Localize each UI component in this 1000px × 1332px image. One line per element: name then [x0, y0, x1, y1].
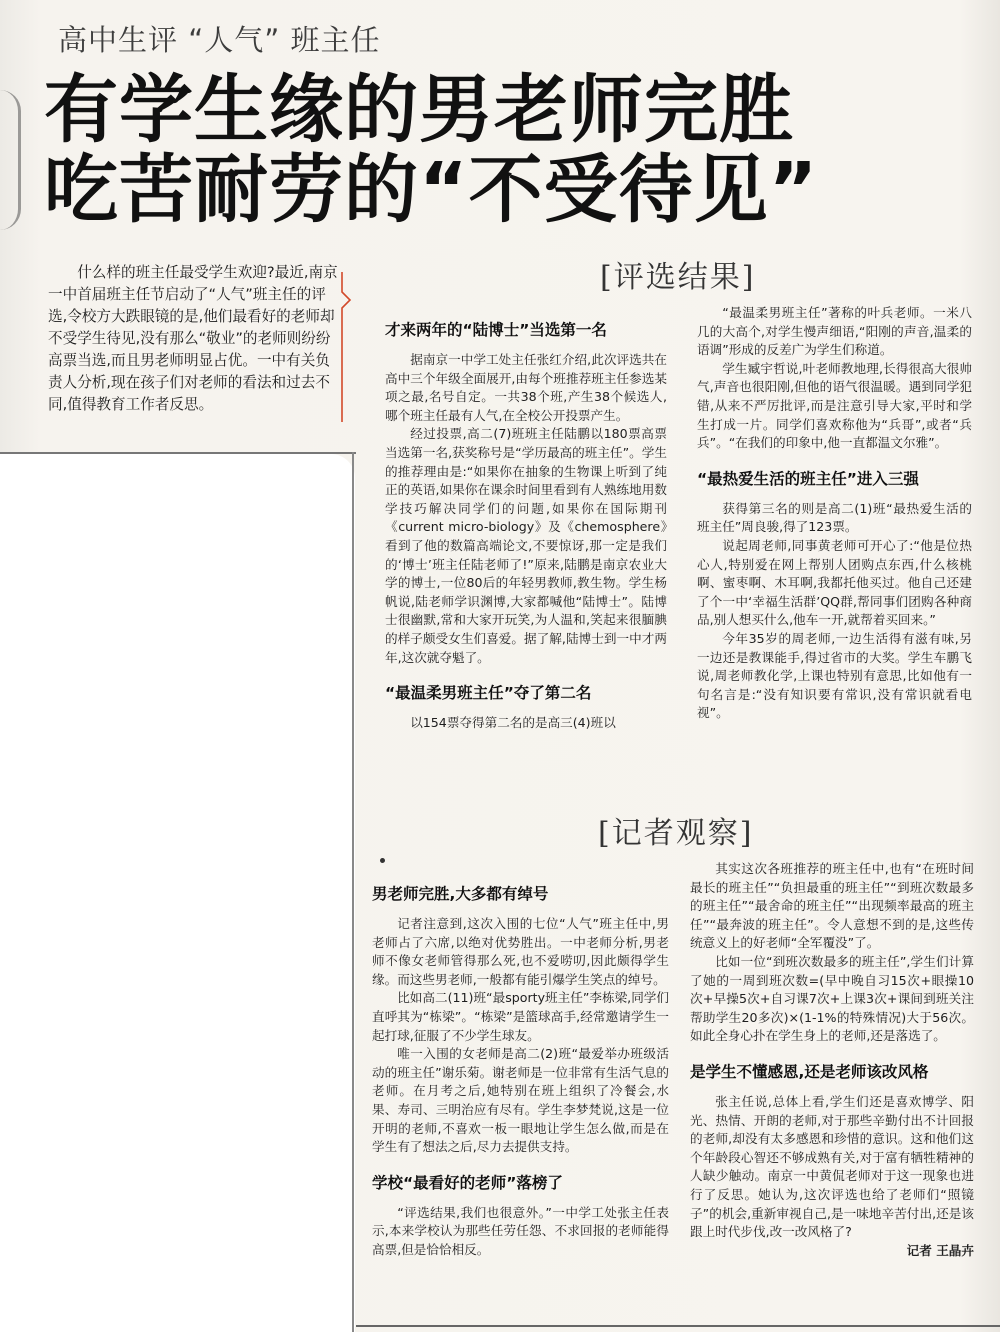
paragraph: 今年35岁的周老师,一边生活得有滋有味,另一边还是教课能手,得过省市的大奖。学生车鹏飞说,周老师教化学,上课也特别有意思,比如他有一句名言是:“没有知识要有常识,没有常识就看电视”。: [697, 630, 972, 721]
paragraph: 获得第三名的则是高二(1)班“最热爱生活的班主任”周良骏,得了123票。: [697, 500, 972, 535]
intro-paragraph: 什么样的班主任最受学生欢迎?最近,南京一中首届班主任节启动了“人气”班主任的评选,令校方大跌眼镜的是,他们最看好的老师却不受学生待见,没有那么“敬业”的老师则纷纷高票当选,而且男老师明显占优。一中有关负责人分析,现在孩子们对老师的看法和过去不同,值得教育工作者反思。: [48, 264, 338, 413]
results-left-column: [385, 320, 667, 733]
section-label-results: [评选结果]: [600, 260, 756, 295]
subhead-third-place: “最热爱生活的班主任”进入三强: [697, 469, 919, 488]
paragraph: 其实这次各班推荐的班主任中,也有“在班时间最长的班主任”“负担最重的班主任”“到班次数最多的班主任”“最舍命的班主任”“出现频率最高的班主任”“最奔波的班主任”。令人意想不到的是,这些传统意义上的好老师“全军覆没”了。: [690, 861, 974, 951]
paragraph: 据南京一中学工处主任张红介绍,此次评选共在高中三个年级全面展开,由每个班推荐班主任参选某项之最,名号自定。一共38个班,产生38个候选人,哪个班主任最有人气,在全校公开投票产生。: [385, 352, 667, 423]
frame-rule-side: [352, 452, 354, 1332]
paragraph: 说起周老师,同事黄老师可开心了:“他是位热心人,特别爱在网上帮别人团购点东西,什么核桃啊、蜜枣啊、木耳啊,我都托他买过。他自己还建了个一中‘幸福生活群’QQ群,帮同事们团购各种商品,别人想买什么,他车一开,就帮着买回来。”: [697, 537, 972, 628]
paragraph: 以154票夺得第二名的是高三(4)班以: [410, 715, 616, 731]
blank-cutout-area: [0, 454, 355, 1332]
subhead-male-teachers: 男老师完胜,大多都有绰号: [372, 885, 549, 903]
subhead-favorite-teachers: 学校“最看好的老师”落榜了: [372, 1173, 563, 1192]
results-right-column: [697, 304, 972, 723]
page-edge-tab: [0, 90, 21, 230]
observe-left-column: [372, 884, 669, 1260]
subhead-second-place: “最温柔男班主任”夺了第二名: [385, 684, 592, 703]
subhead-first-place: 才来两年的“陆博士”当选第一名: [385, 321, 607, 339]
section-label-observe: [记者观察]: [598, 816, 754, 851]
observe-right-column: [690, 860, 974, 1260]
intro-bracket: [340, 272, 354, 422]
subhead-reflection: 是学生不懂感恩,还是老师该改风格: [690, 1062, 929, 1081]
kicker: 高中生评 “人气” 班主任: [58, 23, 381, 57]
paragraph: 唯一入围的女老师是高二(2)班“最爱举办班级活动的班主任”谢乐菊。谢老师是一位非常有生活气息的老师。在月考之后,她特别在班上组织了冷餐会,水果、寿司、三明治应有尽有。学生李梦梵说,这是一位开明的老师,不喜欢一板一眼地让学生怎么做,而是在学生有了想法之后,尽力去提供支持。: [372, 1046, 669, 1155]
paragraph: “最温柔男班主任”著称的叶兵老师。一米八几的大高个,对学生慢声细语,“阳刚的声音,温柔的语调”形成的反差广为学生们称道。: [697, 305, 972, 358]
headline-line-2: 吃苦耐劳的“不受待见”: [44, 147, 819, 233]
paragraph: 经过投票,高二(7)班班主任陆鹏以180票高票当选第一名,获奖称号是“学历最高的班主任”。学生的推荐理由是:“如果你在抽象的生物课上听到了纯正的英语,如果你在课余时间里看到有人熟练地用数学技巧解决同学们的问题,如果你在国际期刊《current micro-biology》及《chemosphere》看到了他的数篇高端论文,不要惊讶,那一定是我们的‘博士’班主任陆老师了!”原来,陆鹏是南京农业大学的博士,一位80后的年轻男教师,教生物。学生杨帆说,陆老师学识渊博,大家都喊他“陆博士”。陆博士很幽默,常和大家开玩笑,为人温和,笑起来很腼腆的样子颇受女生们喜爱。据了解,陆博士到一中才两年,这次就夺魁了。: [385, 426, 667, 665]
paragraph: “评选结果,我们也很意外。”一中学工处张主任表示,本来学校认为那些任劳任怨、不求回报的老师能得高票,但是恰恰相反。: [372, 1204, 669, 1257]
bottom-rule: [356, 1325, 1000, 1327]
paragraph: 学生臧宇哲说,叶老师教地理,长得很高大很帅气,声音也很阳刚,但他的语气很温暖。遇到同学犯错,从来不严厉批评,而是注意引导大家,平时和学生打成一片。同学们喜欢称他为“兵哥”,或者“兵兵”。“在我们的印象中,他一直都温文尔雅”。: [697, 360, 972, 451]
paragraph: 比如高二(11)班“最sporty班主任”李栋梁,同学们直呼其为“栋梁”。“栋梁”是篮球高手,经常邀请学生一起打球,征服了不少学生球友。: [372, 990, 669, 1043]
bullet-marker: [380, 858, 385, 863]
frame-rule-top: [0, 452, 356, 454]
reporter-byline: 记者 王晶卉: [906, 1242, 974, 1258]
paragraph: 比如一位“到班次数最多的班主任”,学生们计算了她的一周到班次数=(早中晚自习15次+眼操10次+早操5次+自习课7次+上课3次+课间到班关注帮助学生20多次)×(1-1%的特殊情况)大于56次。如此全身心扑在学生身上的老师,还是落选了。: [690, 953, 974, 1044]
paragraph: 张主任说,总体上看,学生们还是喜欢博学、阳光、热情、开朗的老师,对于那些辛勤付出不计回报的老师,却没有太多感恩和珍惜的意识。这和他们这个年龄段心智还不够成熟有关,对于富有牺牲精神的人缺少触动。南京一中黄侃老师对于这一现象也进行了反思。她认为,这次评选也给了老师们“照镜子”的机会,重新审视自己,是一味地辛苦付出,还是该跟上时代步伐,改一改风格了?: [690, 1093, 974, 1240]
headline-line-1: 有学生缘的男老师完胜: [44, 67, 794, 153]
paragraph: 记者注意到,这次入围的七位“人气”班主任中,男老师占了六席,以绝对优势胜出。一中老师分析,男老师不像女老师管得那么死,也不爱唠叨,因此颇得学生缘。而这些男老师,一般都有能引爆学生笑点的绰号。: [372, 916, 669, 987]
